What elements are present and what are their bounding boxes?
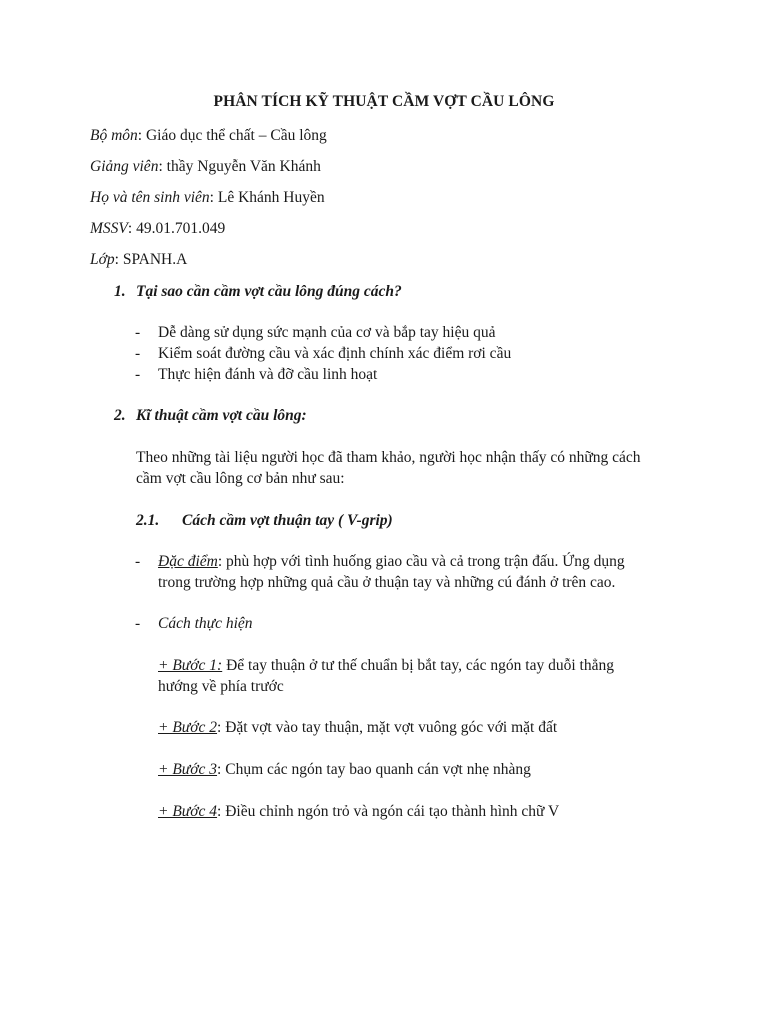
step-label: + Bước 3 (158, 761, 218, 778)
info-value: : Giáo dục thể chất – Cầu lông (137, 127, 327, 144)
info-label: Giảng viên (90, 158, 159, 175)
info-label: Lớp (90, 251, 115, 268)
step-2 (158, 717, 557, 739)
document-title: PHÂN TÍCH KỸ THUẬT CẦM VỢT CẦU LÔNG (213, 93, 555, 110)
section-2-intro-line-2: cầm vợt cầu lông cơ bản như sau: (136, 470, 345, 487)
step-label: + Bước 1: (158, 657, 223, 674)
subsection-number: 2.1. (136, 512, 160, 529)
section-1-number: 1. (114, 283, 126, 300)
method-label: Cách thực hiện (158, 615, 253, 632)
info-label: Họ và tên sinh viên (90, 189, 210, 206)
info-class (90, 249, 187, 271)
step-text: : Chụm các ngón tay bao quanh cán vợt nhẹ nhàng (217, 761, 531, 778)
info-value: : SPANH.A (114, 251, 188, 268)
step-3 (158, 759, 531, 781)
info-value: : thầy Nguyễn Văn Khánh (158, 158, 321, 175)
section-1-heading: Tại sao cần cầm vợt cầu lông đúng cách? (136, 283, 402, 300)
bullet-item: Thực hiện đánh và đỡ cầu linh hoạt (158, 366, 378, 383)
info-student-id (90, 218, 225, 240)
info-value: : 49.01.701.049 (127, 220, 226, 237)
step-text: Để tay thuận ở tư thế chuẩn bị bắt tay, các ngón tay duỗi thẳng (222, 657, 614, 674)
feature-line-2: trong trường hợp những quả cầu ở thuận tay và những cú đánh ở trên cao. (158, 574, 616, 591)
section-2-intro-line-1: Theo những tài liệu người học đã tham khảo, người học nhận thấy có những cách (136, 449, 641, 466)
subsection-heading: Cách cầm vợt thuận tay ( V-grip) (182, 512, 393, 529)
feature-label: Đặc điểm (158, 553, 218, 570)
bullet-dash: - (135, 324, 141, 341)
bullet-item: Kiểm soát đường cầu và xác định chính xác điểm rơi cầu (158, 345, 512, 362)
bullet-dash: - (135, 345, 141, 362)
bullet-dash: - (135, 553, 141, 570)
info-label: Bộ môn (90, 127, 138, 144)
section-2-number: 2. (114, 407, 126, 424)
step-text: : Đặt vợt vào tay thuận, mặt vợt vuông góc với mặt đất (217, 719, 558, 736)
step-label: + Bước 4 (158, 803, 218, 820)
bullet-dash: - (135, 366, 141, 383)
step-1-line-2: hướng về phía trước (158, 678, 284, 695)
step-1-line-1 (158, 655, 614, 677)
info-lecturer (90, 156, 321, 178)
step-4 (158, 801, 559, 823)
bullet-item: Dễ dàng sử dụng sức mạnh của cơ và bắp tay hiệu quả (158, 324, 496, 341)
info-subject (90, 125, 327, 147)
section-2-heading: Kĩ thuật cầm vợt cầu lông: (136, 407, 307, 424)
feature-text: : phù hợp với tình huống giao cầu và cả trong trận đấu. Ứng dụng (217, 553, 625, 570)
info-value: : Lê Khánh Huyền (209, 189, 325, 206)
bullet-dash: - (135, 615, 141, 632)
feature-line-1 (158, 551, 625, 573)
info-label: MSSV (90, 220, 128, 237)
step-text: : Điều chỉnh ngón trỏ và ngón cái tạo thành hình chữ V (217, 803, 560, 820)
step-label: + Bước 2 (158, 719, 218, 736)
info-student-name (90, 187, 325, 209)
